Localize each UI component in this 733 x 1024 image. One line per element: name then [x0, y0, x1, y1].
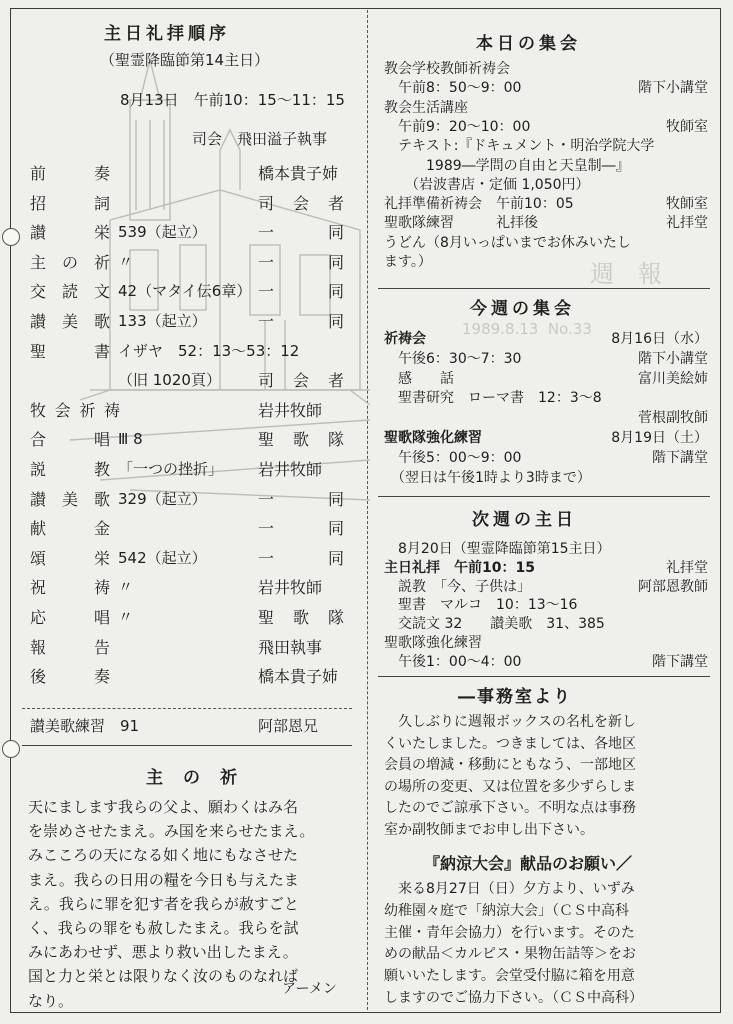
bazaar-line: 主催・青年会協力）を行います。そのた [384, 924, 635, 941]
order-item-detail: 542（起立） [118, 549, 207, 567]
week-place: 階下講堂 [652, 450, 708, 466]
office-title: ―事務室より [458, 687, 572, 707]
order-item-person: 岩井牧師 [258, 460, 323, 479]
next-place: 階下講堂 [652, 654, 708, 670]
order-item-label: 讃 美 歌 [30, 490, 110, 509]
prayer-line: 天にまします我らの父よ、願わくはみ名 [28, 798, 299, 816]
office-line: 会員の増減・移動にともなう、一部地区 [384, 757, 636, 773]
next-place: 礼拝堂 [666, 560, 708, 576]
office-line: したのでご諒承下さい。不明な点は事務 [384, 800, 636, 816]
prayer-line: く、我らの罪をも赦したまえ。我らを試 [28, 919, 299, 937]
section-rule [22, 745, 352, 746]
order-item-label: 聖 書 [30, 342, 110, 361]
order-item-detail: 329（起立） [118, 490, 207, 508]
order-item-label: 主 の 祈 [30, 253, 110, 272]
order-item-label: 交 読 文 [30, 282, 110, 301]
today-line: 礼拝準備祈祷会 午前10：05 [384, 196, 574, 212]
order-item-label: 頌 栄 [30, 549, 110, 568]
week-place: 富川美絵姉 [638, 371, 708, 387]
order-item-person: 一 同 [258, 312, 344, 331]
order-item-detail: 〃 [118, 608, 134, 626]
order-title: 主日礼拝順序 [104, 24, 230, 44]
week-line: （翌日は午後1時より3時まで） [384, 470, 591, 486]
today-line: うどん（8月いっぱいまでお休みいたし [384, 235, 631, 251]
next-line: 聖書 マルコ 10：13～16 [384, 597, 578, 613]
order-item-detail: 539（起立） [118, 223, 207, 241]
week-place: 8月19日（土） [611, 430, 708, 446]
next-place: 阿部恩教師 [638, 579, 708, 595]
week-place: 8月16日（水） [611, 331, 708, 347]
order-item-detail: 「一つの挫折」 [118, 460, 224, 478]
punch-hole-bottom [2, 740, 20, 758]
order-item-label: 招 詞 [30, 194, 110, 213]
next-line: 説教 「今、子供は」 [384, 579, 531, 595]
office-line: の場所の変更、又は位置を多少ずらしま [384, 778, 636, 795]
order-item-person: 聖 歌 隊 [258, 608, 344, 627]
next-line: 聖歌隊強化練習 [384, 635, 482, 651]
order-subtitle: （聖霊降臨節第14主日） [100, 51, 270, 69]
today-line: 教会学校教師祈祷会 [384, 61, 510, 77]
next-line: 交読文 32 讃美歌 31、385 [384, 616, 605, 632]
today-line: 1989―学問の自由と天皇制―』 [384, 158, 630, 174]
order-item-person: 司 会 者 [258, 194, 344, 213]
prayer-line: なり。 [28, 991, 74, 1010]
next-line: 8月20日（聖霊降臨節第15主日） [384, 541, 611, 557]
order-item-detail: 〃 [118, 578, 134, 596]
office-line: 室か副牧師までお申し出下さい。 [384, 821, 594, 838]
order-divider [22, 708, 352, 709]
order-item-detail: 〃 [118, 253, 134, 271]
order-item-detail: イザヤ 52：13～53：12 [118, 342, 300, 360]
order-presider: 司会 飛田溢子執事 [192, 130, 328, 148]
order-item-detail: 42（マタイ伝6章） [118, 282, 252, 300]
prayer-line: みこころの天になる如く地にもなさせた [28, 846, 299, 865]
today-line: 聖歌隊練習 礼拝後 [384, 215, 538, 231]
office-line: 久しぶりに週報ボックスの名札を新し [384, 714, 636, 730]
order-item-person: 一 同 [258, 549, 344, 568]
order-item-label: 後 奏 [30, 667, 110, 686]
bazaar-line: めの献品＜カルピス・果物缶詰等＞をお [384, 946, 636, 963]
next-title: 次週の主日 [472, 510, 577, 530]
order-item-person: 一 同 [258, 253, 344, 272]
prayer-line: まえ。我らの日用の糧を今日も与えたま [28, 870, 299, 889]
today-line: 午前9：20～10：00 [384, 119, 531, 135]
order-item-label: 讃 栄 [30, 223, 110, 242]
bleed-through-text: 週 報 [590, 260, 662, 288]
order-item-person: 一 同 [258, 490, 344, 509]
order-item-label: 讃 美 歌 [30, 312, 110, 331]
order-item-person: 司 会 者 [258, 371, 344, 390]
today-line: 教会生活講座 [384, 100, 468, 116]
section-rule [378, 676, 710, 677]
bazaar-line: 来る8月27日（日）夕方より、いずみ [384, 881, 635, 897]
next-line: 午後1：00～4：00 [384, 654, 522, 670]
today-place: 牧師室 [666, 196, 708, 212]
bazaar-line: 幼稚園々庭で「納涼大会」（ＣＳ中高科 [384, 902, 629, 919]
today-place: 階下小講堂 [638, 80, 708, 96]
week-line: 午後5：00～9：00 [384, 450, 522, 466]
office-line: くいたしました。つきましては、各地区 [384, 735, 636, 752]
today-line: ます。） [384, 254, 432, 270]
order-item-label: 祝 祷 [30, 578, 110, 597]
prayer-line: 国と力と栄とは限りなく汝のものなれば [28, 967, 299, 986]
week-line: 祈祷会 [384, 331, 426, 347]
practice-person: 阿部恩兄 [258, 717, 319, 735]
order-item-label: 説 教 [30, 460, 110, 479]
week-line: 聖書研究 ローマ書 12：3～8 [384, 390, 602, 406]
prayer-line: え。我らに罪を犯す者を我らが赦すごと [28, 894, 299, 913]
order-item-label: 合 唱 [30, 430, 110, 449]
order-item-label: 応 唱 [30, 608, 110, 627]
bazaar-title: 『納涼大会』献品のお願い／ [424, 854, 633, 873]
today-place: 礼拝堂 [666, 215, 708, 231]
section-rule [378, 288, 710, 289]
week-title: 今週の集会 [470, 299, 575, 319]
today-title: 本日の集会 [476, 34, 581, 54]
week-place: 階下小講堂 [638, 351, 708, 367]
next-line: 主日礼拝 午前10：15 [384, 560, 535, 576]
order-item-person: 一 同 [258, 519, 344, 538]
bazaar-line: 願いいたします。会堂受付脇に箱を用意 [384, 968, 635, 985]
prayer-amen: アーメン [282, 981, 337, 997]
today-line: （岩波書店・定価 1,050円） [384, 177, 590, 193]
order-item-person: 一 同 [258, 282, 344, 301]
week-line: 聖歌隊強化練習 [384, 430, 482, 446]
order-item-person: 橋本貴子姉 [258, 667, 339, 686]
practice-label: 讃美歌練習 91 [30, 717, 140, 735]
prayer-line: を崇めさせたまえ。み国を来らせたまえ。 [28, 822, 315, 841]
order-item-detail: Ⅲ 8 [118, 430, 143, 448]
today-line: テキスト:『ドキュメント・明治学院大学 [384, 138, 655, 154]
order-item-label: 前 奏 [30, 164, 110, 183]
order-item-detail: （旧 1020頁） [118, 371, 221, 389]
today-line: 午前8：50～9：00 [384, 80, 522, 96]
order-item-person: 聖 歌 隊 [258, 430, 344, 449]
punch-hole-top [2, 228, 20, 246]
order-item-label: 牧 会 祈 祷 [30, 401, 120, 420]
bleed-through-text: 1989.8.13 No.33 [462, 320, 592, 338]
order-item-person: 一 同 [258, 223, 344, 242]
order-item-label: 献 金 [30, 519, 110, 538]
order-item-detail: 133（起立） [118, 312, 207, 330]
prayer-line: みにあわせず、悪より救い出したまえ。 [28, 943, 298, 962]
week-line: 感 話 [384, 371, 454, 387]
week-line: 午後6：30～7：30 [384, 351, 522, 367]
section-rule [378, 496, 710, 497]
order-item-label: 報 告 [30, 638, 110, 657]
order-item-person: 岩井牧師 [258, 401, 323, 420]
week-place: 菅根副牧師 [638, 410, 708, 426]
today-place: 牧師室 [666, 119, 708, 135]
prayer-title: 主の祈 [146, 768, 257, 788]
order-item-person: 飛田執事 [258, 638, 323, 657]
order-item-person: 橋本貴子姉 [258, 164, 339, 183]
bazaar-line: しますのでご協力下さい。（ＣＳ中高科） [384, 990, 643, 1006]
order-datetime: 8月13日 午前10：15～11：15 [120, 91, 345, 109]
order-item-person: 岩井牧師 [258, 578, 323, 597]
